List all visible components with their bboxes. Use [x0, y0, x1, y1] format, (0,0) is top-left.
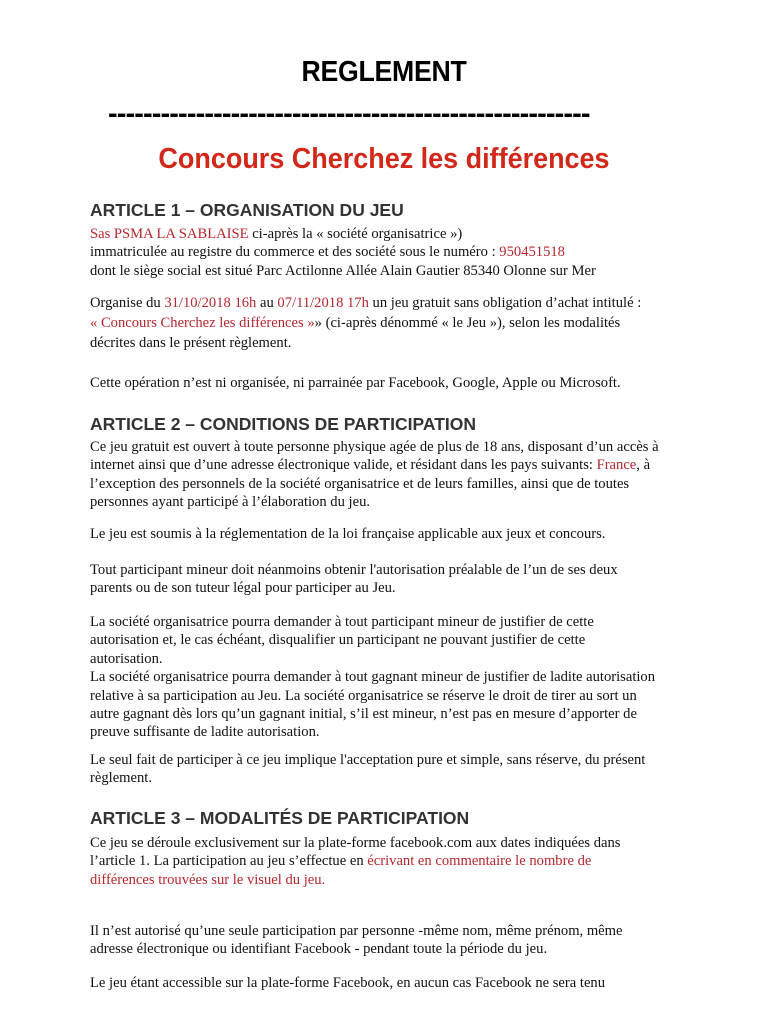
address-line: dont le siège social est situé Parc Actilonne Allée Alain Gautier 85340 Olonne sur Mer [90, 262, 596, 279]
organizer-name: Sas PSMA LA SABLAISE [90, 226, 249, 242]
end-date: 07/11/2018 17h [277, 295, 369, 311]
article-2-minors-paragraph: Tout participant mineur doit néanmoins obtenir l'autorisation préalable de l’un de ses deux parents ou de son tuteur légal pour participer au Jeu. [90, 562, 618, 597]
article-2-eligibility-paragraph: Ce jeu gratuit est ouvert à toute personne physique agée de plus de 18 ans, disposant d’un accès à internet ainsi que d’une adresse électronique valide, et résidant dans les pays suivants: France, à l’exception des personnels de la société organisatrice et de leurs familles, ainsi que de toutes personnes ayant participé à l’élaboration du jeu. [90, 439, 659, 511]
registration-line: immatriculée au registre du commerce et des société sous le numéro : 950451518 [90, 244, 565, 261]
article-2-acceptance-paragraph: Le seul fait de participer à ce jeu implique l'acceptation pure et simple, sans réserve, du présent règlement. [90, 752, 646, 787]
document-title: REGLEMENT [301, 56, 467, 88]
start-date: 31/10/2018 16h [164, 295, 257, 311]
article-1-dates-paragraph: Organise du 31/10/2018 16h au 07/11/2018 17h un jeu gratuit sans obligation d’achat intitulé : « Concours Cherchez les différences »» (ci-après dénommé « le Jeu »), selon les modalités décrites dans le présent règlement. [90, 295, 642, 351]
article-2-law-paragraph: Le jeu est soumis à la réglementation de la loi française applicable aux jeux et concours. [90, 526, 606, 542]
organizer-line: Sas PSMA LA SABLAISE ci-après la « société organisatrice ») [90, 226, 463, 242]
registration-number: 950451518 [499, 244, 565, 261]
article-3-single-entry-paragraph: Il n’est autorisé qu’une seule participation par personne -même nom, même prénom, même adresse électronique ou identifiant Facebook - pendant toute la période du jeu. [90, 923, 623, 958]
article-1-heading: ARTICLE 1 – ORGANISATION DU JEU [90, 200, 404, 220]
article-3-facebook-paragraph: Le jeu étant accessible sur la plate-forme Facebook, en aucun cas Facebook ne sera tenu [90, 975, 606, 991]
article-2-heading: ARTICLE 2 – CONDITIONS DE PARTICIPATION [90, 414, 476, 434]
article-3-participation-paragraph: Ce jeu se déroule exclusivement sur la plate-forme facebook.com aux dates indiquées dans l’article 1. La participation au jeu s’effectue en écrivant en commentaire le nombre de différences trouvées sur le visuel du jeu. [90, 834, 690, 889]
title-separator: ------------------------------------------------------- [108, 98, 590, 130]
article-3-heading: ARTICLE 3 – MODALITÉS DE PARTICIPATION [90, 808, 470, 828]
participation-method-cont: différences trouvées sur le visuel du jeu. [90, 871, 326, 888]
article-2-authorization-paragraph: La société organisatrice pourra demander à tout participant mineur de justifier de cette autorisation et, le cas échéant, disqualifier un participant ne pouvant justifier de cette autorisation. La société organisatrice pourra demander à tout gagnant mineur de justifier de ladite autorisation relative à sa participation au Jeu. La société organisatrice se réserve le droit de tirer au sort un autre gagnant dès lors qu’un gagnant initial, s’il est mineur, n’est pas en mesure d’apporter de preuve suffisante de ladite autorisation. [90, 614, 656, 741]
game-name: « Concours Cherchez les différences » [90, 315, 315, 331]
article-1-disclaimer: Cette opération n’est ni organisée, ni parrainée par Facebook, Google, Apple ou Microsoft. [90, 375, 621, 391]
article-1-organizer-paragraph [90, 225, 690, 280]
participation-method: écrivant en commentaire le nombre de [367, 853, 592, 870]
contest-title: Concours Cherchez les différences [158, 143, 610, 175]
eligible-country: France [596, 457, 637, 474]
